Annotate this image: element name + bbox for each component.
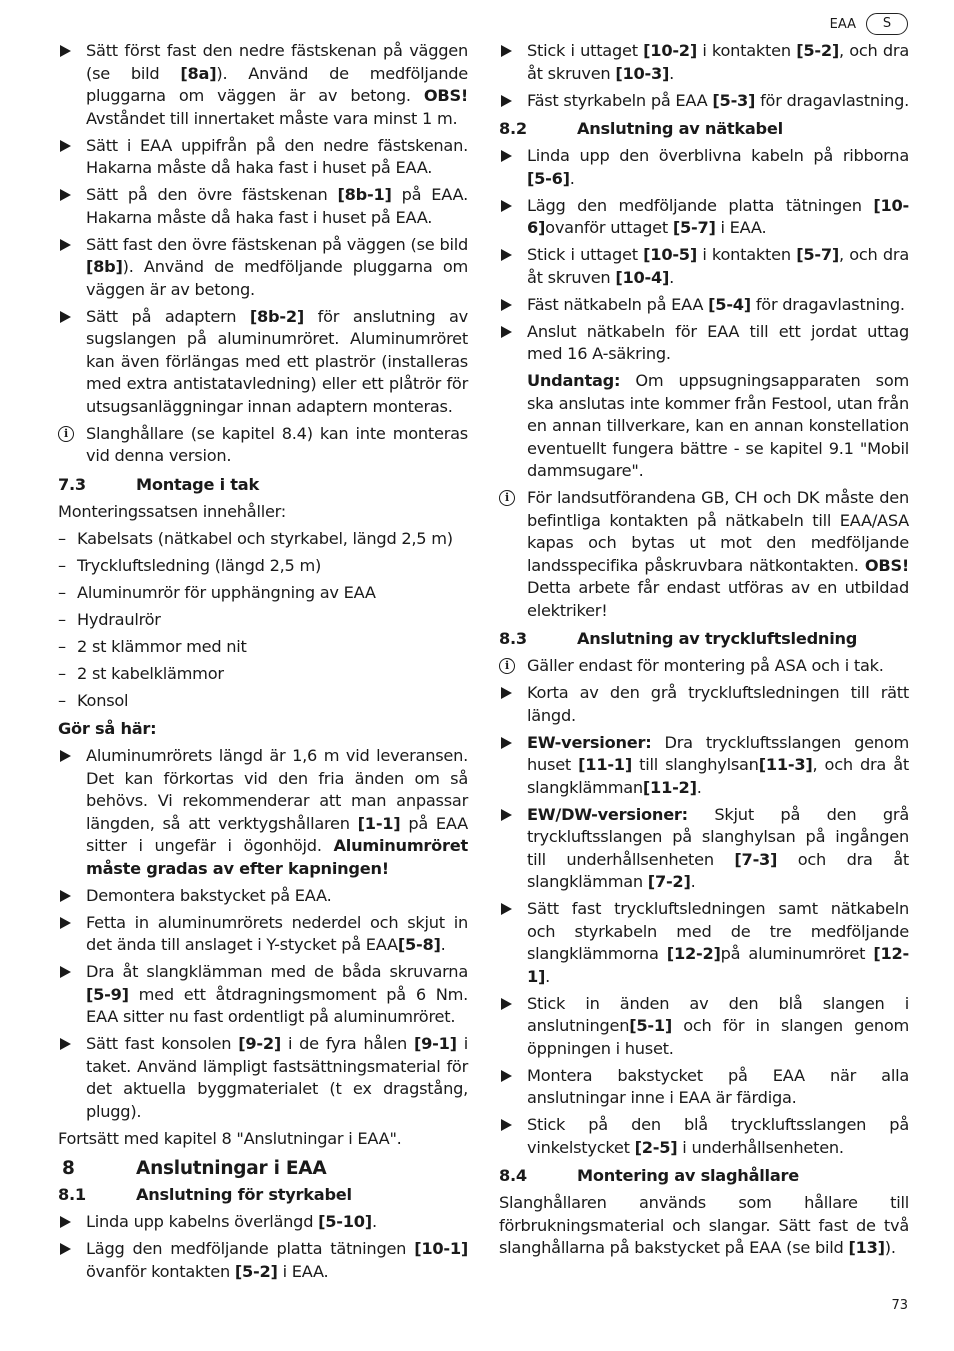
bullet-triangle-icon <box>501 809 512 821</box>
header-label: EAA <box>829 16 856 32</box>
exception-note: Undantag: Om uppsugningsapparaten som ska anslutas inte kommer från Festool, utan från en annan tillverkare, kan en annan konstellation eventuellt fungera bättre - se kapitel 9.1 "Mobil dammsugare". <box>527 371 909 480</box>
bullet-triangle-icon <box>501 299 512 311</box>
dash-bullet-icon: – <box>58 555 66 575</box>
bullet-triangle-icon <box>501 45 512 57</box>
step-item: Demontera bakstycket på EAA. <box>58 885 468 908</box>
bullet-triangle-icon <box>60 1243 71 1255</box>
bullet-triangle-icon <box>501 326 512 338</box>
kit-list-item: – Konsol <box>58 690 468 713</box>
dash-bullet-icon: – <box>58 609 66 629</box>
bullet-triangle-icon <box>60 239 71 251</box>
info-icon: i <box>499 658 515 674</box>
bullet-triangle-icon <box>501 249 512 261</box>
step-item: Stick på den blå tryckluftsslangen på vinkelstycket [2-5] i underhållsenheten. <box>499 1114 909 1159</box>
page-number: 73 <box>891 1298 908 1313</box>
page-header <box>830 13 908 35</box>
step-item: Stick i uttaget [10-5] i kontakten [5-7], och dra åt skruven [10-4]. <box>499 244 909 289</box>
step-item: Sätt på den övre fästskenan [8b-1] på EAA. Hakarna måste då haka fast i huset på EAA. <box>58 184 468 229</box>
kit-list-item: – Kabelsats (nätkabel och styrkabel, längd 2,5 m) <box>58 528 468 551</box>
kit-intro: Monteringssatsen innehåller: <box>58 501 286 521</box>
step-item: Fetta in aluminumrörets nederdel och skjut in det ända till anslaget i Y-stycket på EAA[5-8]. <box>58 912 468 957</box>
step-item: EW-versioner: Dra tryckluftsslangen genom huset [11-1] till slanghylsan[11-3], och dra åt slangklämman[11-2]. <box>499 732 909 800</box>
bullet-triangle-icon <box>501 1070 512 1082</box>
section-heading-8-4: 8.4 Montering av slaghållare <box>499 1166 799 1185</box>
kit-list-item: – 2 st kabelklämmor <box>58 663 468 686</box>
bullet-triangle-icon <box>501 200 512 212</box>
dash-bullet-icon: – <box>58 528 66 548</box>
section-heading-8-3: 8.3 Anslutning av tryckluftsledning <box>499 629 858 648</box>
info-icon: i <box>58 426 74 442</box>
bullet-triangle-icon <box>60 1216 71 1228</box>
step-item: Sätt fast tryckluftsledningen samt nätkabeln och styrkabeln med de tre medföljande slangklämmorna [12-2]på aluminumröret [12-1]. <box>499 898 909 988</box>
dash-bullet-icon: – <box>58 690 66 710</box>
bullet-triangle-icon <box>60 1038 71 1050</box>
bullet-triangle-icon <box>501 737 512 749</box>
bullet-triangle-icon <box>501 1119 512 1131</box>
info-note: i För landsutförandena GB, CH och DK måste den befintliga kontakten på nätkabeln till EAA/ASA kapas och bytas ut mot den medföljande landsspecifika påskruvbara nätkontakten. OBS! Detta arbete får endast utföras av en utbildad elektriker! <box>499 487 909 622</box>
kit-list-item: – Aluminumrör för upphängning av EAA <box>58 582 468 605</box>
dash-bullet-icon: – <box>58 636 66 656</box>
step-item: Sätt först fast den nedre fästskenan på väggen (se bild [8a]). Använd de medföljande pluggarna om väggen är av betong. OBS! Avståndet till innertaket måste vara minst 1 m. <box>58 40 468 130</box>
kit-list-item: – Hydraulrör <box>58 609 468 632</box>
right-column <box>499 40 909 1264</box>
bullet-triangle-icon <box>60 189 71 201</box>
kit-list-item: – 2 st klämmor med nit <box>58 636 468 659</box>
step-item: Fäst nätkabeln på EAA [5-4] för dragavlastning. <box>499 294 909 317</box>
step-item: EW/DW-versioner: Skjut på den grå tryckluftsslangen på slanghylsan på ingången till underhållsenheten [7-3] och dra åt slangklämman [7-2]. <box>499 804 909 894</box>
bullet-triangle-icon <box>60 750 71 762</box>
bullet-triangle-icon <box>501 150 512 162</box>
step-item: Korta av den grå tryckluftsledningen till rätt längd. <box>499 682 909 727</box>
step-item: Fäst styrkabeln på EAA [5-3] för dragavlastning. <box>499 90 909 113</box>
step-item: Lägg den medföljande platta tätningen [10-6]ovanför uttaget [5-7] i EAA. <box>499 195 909 240</box>
bullet-triangle-icon <box>60 890 71 902</box>
step-item: Aluminumrörets längd är 1,6 m vid leveransen. Det kan förkortas vid den fria änden om så behövs. Vi rekommenderar att man anpassar längden, så att verktygshållaren [1-1] på EAA sitter i ungefär i ögonhöjd. Aluminumröret måste gradas av efter kapningen! <box>58 745 468 880</box>
kit-list-item: – Tryckluftsledning (längd 2,5 m) <box>58 555 468 578</box>
step-item: Sätt i EAA uppifrån på den nedre fästskenan. Hakarna måste då haka fast i huset på EAA. <box>58 135 468 180</box>
step-item: Sätt på adaptern [8b-2] för anslutning av sugslangen på aluminumröret. Aluminumröret kan även förlängas med ett plaströr (installeras med extra antistatavledning) eller ett plåtrör för utsugsanläggningar innan adaptern monteras. <box>58 306 468 419</box>
bullet-triangle-icon <box>60 45 71 57</box>
section-heading-7-3: 7.3 Montage i tak <box>58 474 259 494</box>
section-heading-8: 8 Anslutningar i EAA <box>62 1158 327 1179</box>
info-note: i Gäller endast för montering på ASA och i tak. <box>499 655 909 678</box>
bullet-triangle-icon <box>501 95 512 107</box>
left-column <box>58 40 468 1288</box>
bullet-triangle-icon <box>501 903 512 915</box>
info-icon: i <box>499 490 515 506</box>
step-item: Sätt fast den övre fästskenan på väggen (se bild [8b]). Använd de medföljande pluggarna om väggen är av betong. <box>58 234 468 302</box>
section-heading-8-1: 8.1 Anslutning för styrkabel <box>58 1185 352 1204</box>
step-item: Stick in änden av den blå slangen i anslutningen[5-1] och för in slangen genom öppningen i huset. <box>499 993 909 1061</box>
kit-list <box>58 528 468 713</box>
bullet-triangle-icon <box>60 917 71 929</box>
step-item: Linda upp kabelns överlängd [5-10]. <box>58 1211 468 1234</box>
step-item: Stick i uttaget [10-2] i kontakten [5-2], och dra åt skruven [10-3]. <box>499 40 909 85</box>
section-heading-8-2: 8.2 Anslutning av nätkabel <box>499 119 783 138</box>
step-item: Linda upp den överblivna kabeln på ribborna [5-6]. <box>499 145 909 190</box>
dash-bullet-icon: – <box>58 582 66 602</box>
dash-bullet-icon: – <box>58 663 66 683</box>
bullet-triangle-icon <box>60 311 71 323</box>
step-item: Sätt fast konsolen [9-2] i de fyra hålen [9-1] i taket. Använd lämpligt fastsättningsmaterial för det aktuella byggmaterialet (t ex dragstång, plugg). <box>58 1033 468 1123</box>
paragraph: Slanghållaren används som hållare till förbrukningsmaterial och slangar. Sätt fast de två slanghållarna på bakstycket på EAA (se bild [13]). <box>499 1193 909 1257</box>
continue-note: Fortsätt med kapitel 8 "Anslutningar i EAA". <box>58 1128 402 1148</box>
bullet-triangle-icon <box>501 998 512 1010</box>
info-note: i Slanghållare (se kapitel 8.4) kan inte monteras vid denna version. <box>58 423 468 468</box>
bullet-triangle-icon <box>501 687 512 699</box>
language-badge: S <box>866 13 908 35</box>
step-item: Anslut nätkabeln för EAA till ett jordat uttag med 16 A-säkring. <box>499 321 909 366</box>
bullet-triangle-icon <box>60 966 71 978</box>
step-item: Montera bakstycket på EAA när alla anslutningar inne i EAA är färdiga. <box>499 1065 909 1110</box>
how-to-heading: Gör så här: <box>58 719 157 738</box>
step-item: Lägg den medföljande platta tätningen [10-1] övanför kontakten [5-2] i EAA. <box>58 1238 468 1283</box>
step-item: Dra åt slangklämman med de båda skruvarna [5-9] med ett åtdragningsmoment på 6 Nm. EAA sitter nu fast ordentligt på aluminumröret. <box>58 961 468 1029</box>
bullet-triangle-icon <box>60 140 71 152</box>
